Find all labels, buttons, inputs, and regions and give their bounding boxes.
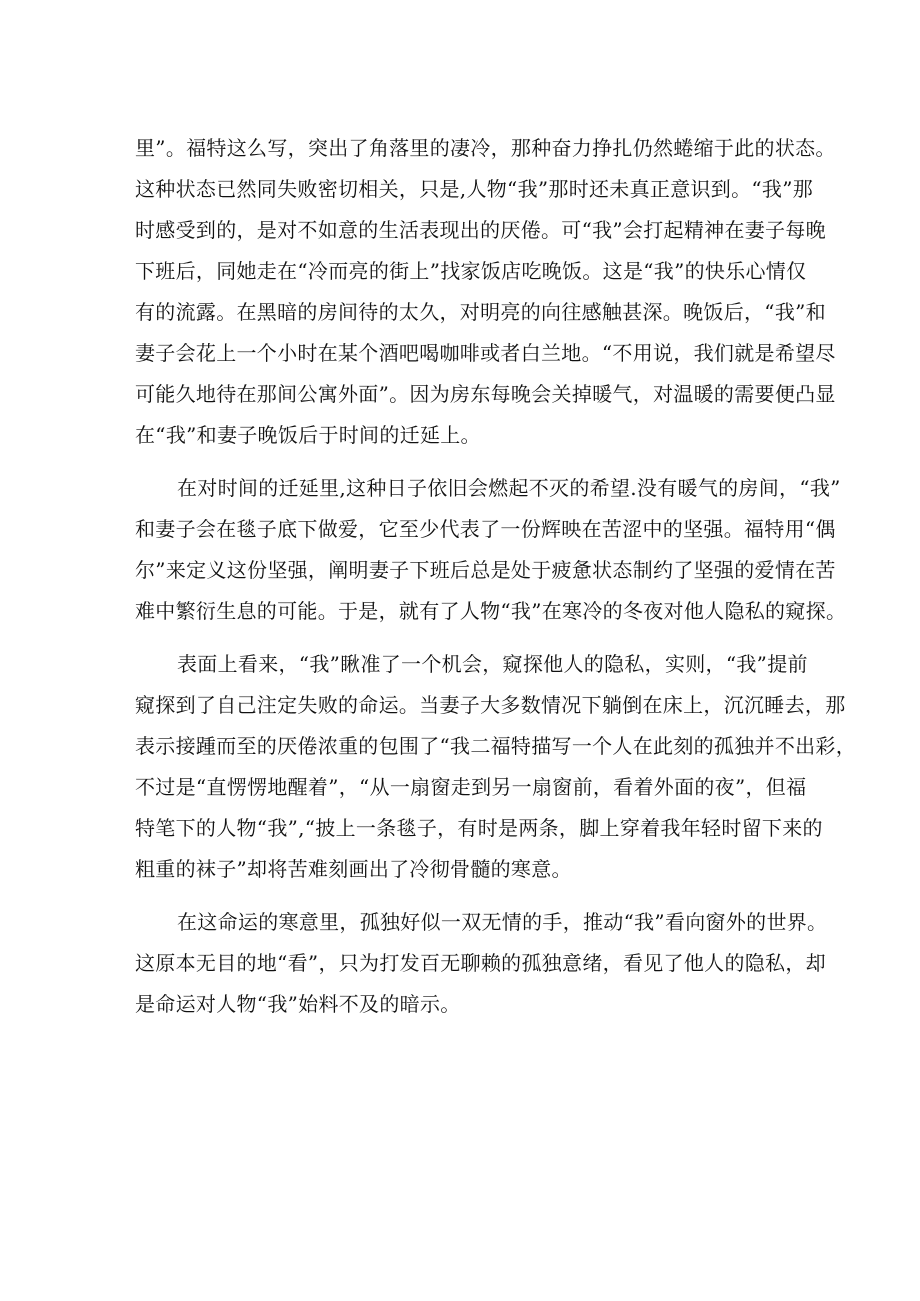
text-line: 在对时间的迁延里,这种日子依旧会燃起不灭的希望.没有暖气的房间，“我”	[177, 476, 841, 500]
text-line: 特笔下的人物“我”,“披上一条毯子，有时是两条，脚上穿着我年轻时留下来的	[135, 816, 823, 840]
text-line: 有的流露。在黑暗的房间待的太久，对明亮的向往感触甚深。晚饭后，“我”和	[135, 300, 826, 324]
text-line: 这种状态已然同失败密切相关，只是,人物“我”那时还未真正意识到。“我”那	[135, 177, 814, 201]
paragraph-4	[135, 902, 828, 1025]
text-line: 表示接踵而至的厌倦浓重的包围了“我二福特描写一个人在此刻的孤独并不出彩，	[135, 734, 857, 758]
text-line: 在“我”和妻子晚饭后于时间的迁延上。	[135, 423, 481, 447]
text-line: 粗重的袜子”却将苦难刻画出了冷彻骨髓的寒意。	[135, 857, 572, 881]
text-line: 妻子会花上一个小时在某个酒吧喝咖啡或者白兰地。“不用说，我们就是希望尽	[135, 341, 836, 365]
paragraph-3	[135, 644, 857, 890]
text-line: 难中繁衍生息的可能。于是，就有了人物“我”在寒冷的冬夜对他人隐私的窥探。	[135, 599, 847, 623]
text-line: 下班后，同她走在“冷而亮的街上”找家饭店吃晚饭。这是“我”的快乐心情仅	[135, 259, 807, 283]
text-line: 窥探到了自己注定失败的命运。当妻子大多数情况下躺倒在床上，沉沉睡去，那	[135, 693, 846, 717]
text-line: 是命运对人物“我”始料不及的暗示。	[135, 992, 461, 1016]
text-line: 时感受到的，是对不如意的生活表现出的厌倦。可“我”会打起精神在妻子每晚	[135, 218, 826, 242]
text-line: 尔”来定义这份坚强，阐明妻子下班后总是处于疲惫状态制约了坚强的爱情在苦	[135, 558, 836, 582]
text-line: 可能久地待在那间公寓外面”。因为房东每晚会关掉暖气，对温暖的需要便凸显	[135, 382, 836, 406]
paragraph-2	[135, 468, 847, 632]
text-line: 这原本无目的地“看”，只为打发百无聊赖的孤独意绪，看见了他人的隐私，却	[135, 951, 826, 975]
paragraph-1	[135, 128, 836, 456]
text-line: 里”。福特这么写，突出了角落里的凄冷，那种奋力挣扎仍然蜷缩于此的状态。	[135, 136, 836, 160]
text-line: 不过是“直愣愣地醒着”，“从一扇窗走到另一扇窗前，看着外面的夜”，但福	[135, 775, 807, 799]
document-body	[135, 128, 857, 1037]
text-line: 表面上看来，“我”瞅准了一个机会，窥探他人的隐私，实则，“我”提前	[177, 652, 808, 676]
text-line: 和妻子会在毯子底下做爱，它至少代表了一份辉映在苦涩中的坚强。福特用“偶	[135, 517, 836, 541]
text-line: 在这命运的寒意里，孤独好似一双无情的手，推动“我”看向窗外的世界。	[177, 910, 828, 934]
